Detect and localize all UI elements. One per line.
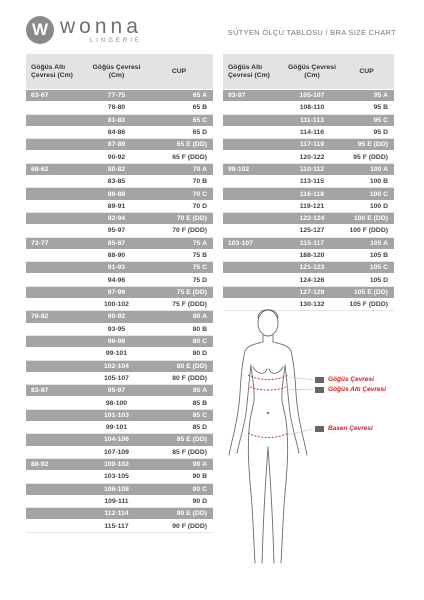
header-underbust: Göğüs Altı Çevresi (Cm): [26, 54, 88, 90]
table-row: [26, 397, 213, 409]
cell-cup: 90 B: [145, 471, 213, 483]
cell-bust: 96-98: [88, 335, 145, 347]
cell-bust: 112-114: [88, 508, 145, 520]
chart-title: SÜTYEN ÖLÇÜ TABLOSU / BRA SIZE CHART: [227, 28, 396, 37]
cell-cup: 80 A: [145, 311, 213, 323]
table-row: [26, 200, 213, 212]
table-row: [26, 422, 213, 434]
cell-underbust: 68-62: [26, 163, 88, 175]
cell-bust: 102-104: [88, 360, 145, 372]
table-row: [223, 151, 394, 163]
cell-underbust: [26, 114, 88, 126]
cell-bust: 78-80: [88, 102, 145, 114]
cell-bust: 122-124: [285, 212, 339, 224]
cell-cup: 75 B: [145, 249, 213, 261]
cell-underbust: 88-92: [26, 458, 88, 470]
cell-bust: 115-117: [88, 520, 145, 532]
cell-bust: 87-89: [88, 139, 145, 151]
table-row: [26, 176, 213, 188]
cell-cup: 70 C: [145, 188, 213, 200]
table-row: [26, 348, 213, 360]
cell-bust: 85-87: [88, 237, 145, 249]
table-row: [26, 249, 213, 261]
cell-underbust: [223, 102, 285, 114]
cell-bust: 100-102: [88, 299, 145, 311]
table-row: [26, 385, 213, 397]
cell-bust: 110-112: [285, 163, 339, 175]
cell-cup: 65 C: [145, 114, 213, 126]
table-row: [26, 372, 213, 384]
table-row: [26, 237, 213, 249]
cell-cup: 95 D: [339, 126, 394, 138]
table-row: [26, 225, 213, 237]
cell-underbust: [26, 212, 88, 224]
cell-bust: 99-101: [88, 422, 145, 434]
cell-cup: 80 F (DDD): [145, 372, 213, 384]
hip-line: [248, 433, 288, 438]
cell-underbust: [26, 520, 88, 532]
cell-cup: 105 F (DDD): [339, 299, 394, 311]
cell-underbust: [223, 200, 285, 212]
cell-underbust: [223, 151, 285, 163]
cell-underbust: [223, 225, 285, 237]
cell-cup: 65 B: [145, 102, 213, 114]
cell-underbust: [26, 483, 88, 495]
table-row: [223, 90, 394, 102]
cell-cup: 75 A: [145, 237, 213, 249]
cell-bust: 127-129: [285, 286, 339, 298]
cell-bust: 84-86: [88, 126, 145, 138]
cell-bust: 111-113: [285, 114, 339, 126]
cell-bust: 98-100: [88, 397, 145, 409]
cell-bust: 100-102: [88, 458, 145, 470]
label-hip: Basen Çevresi: [328, 425, 373, 432]
cell-bust: 95-97: [88, 385, 145, 397]
table-row: [26, 409, 213, 421]
cell-cup: 80 C: [145, 335, 213, 347]
table-row: [223, 176, 394, 188]
cell-bust: 121-123: [285, 262, 339, 274]
cell-underbust: [26, 126, 88, 138]
table-row: [26, 360, 213, 372]
cell-bust: 77-75: [88, 90, 145, 102]
cell-cup: 100 D: [339, 200, 394, 212]
cell-cup: 80 D: [145, 348, 213, 360]
cell-underbust: [223, 176, 285, 188]
cell-underbust: [26, 200, 88, 212]
cell-underbust: [26, 176, 88, 188]
table-row: [26, 299, 213, 311]
cell-underbust: [26, 372, 88, 384]
cell-bust: 188-120: [285, 249, 339, 261]
brand-subtitle: LINGERIE: [89, 38, 142, 44]
size-table-right: [223, 54, 394, 311]
cell-bust: 120-122: [285, 151, 339, 163]
table-row: [223, 188, 394, 200]
cell-underbust: [26, 286, 88, 298]
cell-cup: 65 F (DDD): [145, 151, 213, 163]
table-row: [223, 225, 394, 237]
table-row: [26, 483, 213, 495]
hip-marker: [315, 426, 324, 432]
header-underbust: Göğüs Altı Çevresi (Cm): [223, 54, 285, 90]
cell-cup: 80 B: [145, 323, 213, 335]
cell-cup: 85 A: [145, 385, 213, 397]
table-row: [26, 458, 213, 470]
cell-cup: 95 A: [339, 90, 394, 102]
cell-cup: 90 A: [145, 458, 213, 470]
cell-bust: 119-121: [285, 200, 339, 212]
table-row: [223, 212, 394, 224]
table-row: [223, 126, 394, 138]
cell-bust: 81-83: [88, 114, 145, 126]
table-row: [26, 262, 213, 274]
cell-cup: 100 F (DDD): [339, 225, 394, 237]
cell-underbust: 98-102: [223, 163, 285, 175]
cell-underbust: [223, 126, 285, 138]
cell-cup: 90 E (DD): [145, 508, 213, 520]
cell-cup: 65 D: [145, 126, 213, 138]
table-row: [26, 212, 213, 224]
table-row: [223, 249, 394, 261]
cell-cup: 100 B: [339, 176, 394, 188]
table-row: [26, 471, 213, 483]
underbust-line: [250, 387, 286, 390]
table-row: [223, 200, 394, 212]
cell-cup: 70 B: [145, 176, 213, 188]
cell-cup: 65 E (DD): [145, 139, 213, 151]
cell-cup: 90 D: [145, 495, 213, 507]
table-row: [26, 163, 213, 175]
cell-cup: 70 A: [145, 163, 213, 175]
cell-underbust: [26, 360, 88, 372]
brand-name: wonna: [60, 15, 142, 38]
table-row: [223, 274, 394, 286]
cell-cup: 100 C: [339, 188, 394, 200]
cell-cup: 105 C: [339, 262, 394, 274]
cell-cup: 95 B: [339, 102, 394, 114]
cell-cup: 85 D: [145, 422, 213, 434]
cell-underbust: [223, 274, 285, 286]
cell-underbust: [223, 249, 285, 261]
cell-underbust: [223, 286, 285, 298]
cell-bust: 90-92: [88, 151, 145, 163]
header-cup: CUP: [145, 54, 213, 90]
cell-underbust: [26, 139, 88, 151]
cell-cup: 95 C: [339, 114, 394, 126]
cell-cup: 100 A: [339, 163, 394, 175]
cell-underbust: [26, 397, 88, 409]
cell-bust: 95-97: [88, 225, 145, 237]
cell-underbust: [26, 262, 88, 274]
cell-cup: 90 C: [145, 483, 213, 495]
cell-underbust: [26, 471, 88, 483]
cell-underbust: [26, 188, 88, 200]
cell-cup: 75 F (DDD): [145, 299, 213, 311]
cell-cup: 85 E (DD): [145, 434, 213, 446]
table-row: [26, 102, 213, 114]
cell-underbust: [26, 335, 88, 347]
cell-underbust: [26, 151, 88, 163]
table-header-row: [26, 54, 213, 90]
table-row: [223, 163, 394, 175]
cell-underbust: [26, 348, 88, 360]
bust-marker: [315, 377, 324, 383]
cell-bust: 104-106: [88, 434, 145, 446]
cell-underbust: 93-97: [223, 90, 285, 102]
body-measurement-figure: [220, 305, 395, 570]
cell-bust: 93-95: [88, 323, 145, 335]
cell-bust: 125-127: [285, 225, 339, 237]
cell-underbust: [26, 249, 88, 261]
cell-cup: 90 F (DDD): [145, 520, 213, 532]
cell-underbust: [26, 225, 88, 237]
label-underbust: Göğüs Altı Çevresi: [328, 386, 386, 393]
table-row: [26, 323, 213, 335]
cell-bust: 105-107: [285, 90, 339, 102]
cell-underbust: [26, 299, 88, 311]
cell-cup: 105 E (DD): [339, 286, 394, 298]
cell-underbust: 78-82: [26, 311, 88, 323]
table-row: [223, 114, 394, 126]
cell-bust: 130-132: [285, 299, 339, 311]
cell-underbust: [223, 188, 285, 200]
header-cup: CUP: [339, 54, 394, 90]
cell-cup: 85 C: [145, 409, 213, 421]
cell-cup: 105 B: [339, 249, 394, 261]
cell-bust: 94-96: [88, 274, 145, 286]
cell-cup: 65 A: [145, 90, 213, 102]
header-bust: Göğüs Çevresi (Cm): [285, 54, 339, 90]
cell-bust: 114-116: [285, 126, 339, 138]
cell-underbust: [26, 434, 88, 446]
cell-bust: 124-126: [285, 274, 339, 286]
table-row: [223, 237, 394, 249]
table-row: [26, 508, 213, 520]
cell-bust: 105-107: [88, 372, 145, 384]
cell-bust: 116-118: [285, 188, 339, 200]
cell-bust: 101-103: [88, 409, 145, 421]
cell-underbust: [26, 323, 88, 335]
cell-underbust: 83-87: [26, 385, 88, 397]
cell-cup: 70 D: [145, 200, 213, 212]
bust-line: [248, 375, 288, 380]
table-row: [26, 139, 213, 151]
table-row: [223, 262, 394, 274]
table-row: [223, 286, 394, 298]
cell-bust: 89-91: [88, 200, 145, 212]
cell-bust: 97-99: [88, 286, 145, 298]
table-row: [26, 434, 213, 446]
cell-underbust: [26, 102, 88, 114]
cell-bust: 90-92: [88, 311, 145, 323]
label-bust: Göğüs Çevresi: [328, 376, 374, 383]
cell-underbust: [26, 422, 88, 434]
header-bust: Göğüs Çevresi (Cm): [88, 54, 145, 90]
table-header-row: [223, 54, 394, 90]
cell-cup: 85 B: [145, 397, 213, 409]
cell-cup: 85 F (DDD): [145, 446, 213, 458]
logo-icon: W: [26, 16, 54, 44]
cell-bust: 106-108: [88, 483, 145, 495]
body-silhouette: [220, 305, 395, 570]
cell-underbust: [26, 508, 88, 520]
table-row: [26, 151, 213, 163]
table-row: [26, 335, 213, 347]
table-row: [26, 274, 213, 286]
cell-bust: 88-90: [88, 249, 145, 261]
table-row: [26, 446, 213, 458]
cell-cup: 70 E (DD): [145, 212, 213, 224]
table-row: [26, 311, 213, 323]
table-row: [26, 286, 213, 298]
cell-underbust: 103-107: [223, 237, 285, 249]
cell-underbust: 63-67: [26, 90, 88, 102]
cell-underbust: [26, 495, 88, 507]
cell-underbust: [223, 262, 285, 274]
table-row: [26, 126, 213, 138]
underbust-marker: [315, 387, 324, 393]
cell-underbust: [223, 114, 285, 126]
cell-bust: 103-105: [88, 471, 145, 483]
table-row: [223, 139, 394, 151]
cell-cup: 105 D: [339, 274, 394, 286]
cell-underbust: [26, 409, 88, 421]
cell-cup: 95 F (DDD): [339, 151, 394, 163]
cell-underbust: [223, 212, 285, 224]
table-row: [26, 90, 213, 102]
cell-cup: 75 E (DD): [145, 286, 213, 298]
cell-cup: 95 E (DD): [339, 139, 394, 151]
cell-cup: 80 E (DD): [145, 360, 213, 372]
cell-bust: 108-110: [285, 102, 339, 114]
table-row: [26, 520, 213, 532]
cell-bust: 86-88: [88, 188, 145, 200]
cell-bust: 109-111: [88, 495, 145, 507]
table-row: [26, 188, 213, 200]
size-table-left: [26, 54, 213, 533]
cell-underbust: [223, 139, 285, 151]
cell-underbust: [26, 274, 88, 286]
cell-bust: 80-82: [88, 163, 145, 175]
cell-bust: 107-109: [88, 446, 145, 458]
table-row: [26, 495, 213, 507]
cell-bust: 91-93: [88, 262, 145, 274]
cell-bust: 83-85: [88, 176, 145, 188]
cell-bust: 113-115: [285, 176, 339, 188]
cell-bust: 115-117: [285, 237, 339, 249]
cell-underbust: 73-77: [26, 237, 88, 249]
table-row: [223, 102, 394, 114]
cell-cup: 105 A: [339, 237, 394, 249]
cell-cup: 70 F (DDD): [145, 225, 213, 237]
cell-bust: 117-119: [285, 139, 339, 151]
cell-cup: 75 C: [145, 262, 213, 274]
cell-bust: 99-101: [88, 348, 145, 360]
cell-cup: 100 E (DD): [339, 212, 394, 224]
table-row: [26, 114, 213, 126]
cell-underbust: [26, 446, 88, 458]
cell-cup: 75 D: [145, 274, 213, 286]
logo: [26, 16, 142, 44]
cell-bust: 92-94: [88, 212, 145, 224]
